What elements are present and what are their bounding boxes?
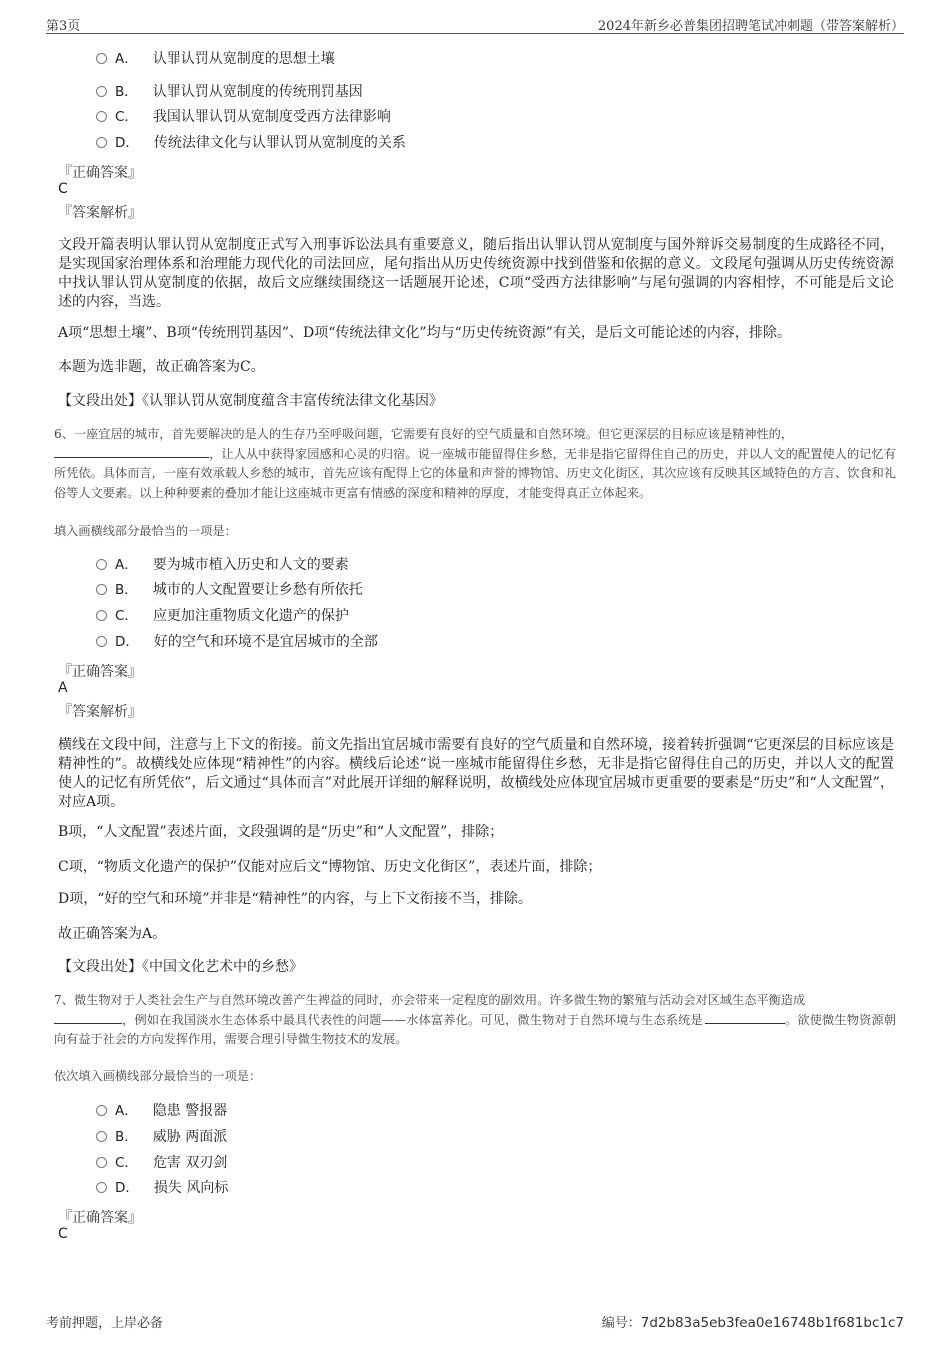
q6-analysis-paragraph: D项，“好的空气和环境”并非是“精神性”的内容，与上下文衔接不当，排除。 [58,891,532,907]
q5-analysis-paragraph: 本题为选非题，故正确答案为C。 [58,359,265,375]
q7-question-text: 7、微生物对于人类社会生产与自然环境改善产生裨益的同时，亦会带来一定程度的副效用。许多微生物的繁殖与活动会对区域生态平衡造成 ，例如在我国淡水生态体系中最具代表性的问题——水体富养化。可见，微生物对于自然环境与生态系统是 。欲使微生物资源朝向有益于社会的方向发挥作用，需要合理引导微生物技术的发展。 [54,993,897,1046]
q5-option-d[interactable]: D． 传统法律文化与认罪认罚从宽制度的关系 [96,133,406,153]
q5-option-c[interactable]: C． 我国认罪认罚从宽制度受西方法律影响 [96,107,391,127]
radio-icon[interactable] [96,86,107,97]
document-title: 2024年新乡必普集团招聘笔试冲刺题（带答案解析） [597,19,904,34]
q6-answer-label: 『正确答案』 [58,664,142,680]
q5-analysis-paragraph: 文段开篇表明认罪认罚从宽制度正式写入刑事诉讼法具有重要意义，随后指出认罪认罚从宽制度与国外辩诉交易制度的生成路径不同，是实现国家治理体系和治理能力现代化的司法回应，尾句指出从历史传统资源中找到借鉴和依据的意义。文段尾句强调从历史传统资源中找认罪认罚从宽制度的依据，故后文应继续围绕这一话题展开论述，C项“受西方法律影响”与尾句强调的内容相悖，不可能是后文论述的内容，当选。 [58,237,894,310]
q7-blank-2 [705,1011,785,1024]
q5-option-a[interactable]: A． 认罪认罚从宽制度的思想土壤 [96,49,335,69]
page-number: 第3页 [46,19,81,34]
q6-option-d[interactable]: D． 好的空气和环境不是宜居城市的全部 [96,632,378,652]
q5-option-b[interactable]: B． 认罪认罚从宽制度的传统刑罚基因 [96,82,363,102]
q6-option-c[interactable]: C． 应更加注重物质文化遗产的保护 [96,606,349,626]
q5-answer: C [58,181,68,197]
q6-prompt: 填入画横线部分最恰当的一项是： [54,524,237,538]
q6-blank [54,445,209,458]
q6-analysis-paragraph: 横线在文段中间，注意与上下文的衔接。前文先指出宜居城市需要有良好的空气质量和自然环境，接着转折强调“它更深层的目标应该是精神性的”。故横线处应体现“精神性”的内容。横线后论述“说一座城市能留得住乡愁，无非是指它留得住自己的历史，并以人文的配置使人的记忆有所凭依”，后文通过“具体而言”对此展开详细的解释说明，故横线处应体现宜居城市更重要的要素是“历史”和“人文配置”，对应A项。 [58,737,894,810]
q7-option-c[interactable]: C． 危害 双刃剑 [96,1153,227,1173]
q6-source: 【文段出处】《中国文化艺术中的乡愁》 [58,959,303,975]
footer-slogan: 考前押题，上岸必备 [46,1316,164,1331]
radio-icon[interactable] [96,584,107,595]
q7-answer-label: 『正确答案』 [58,1210,142,1226]
q6-option-a[interactable]: A． 要为城市植入历史和人文的要素 [96,555,349,575]
q6-analysis-paragraph: 故正确答案为A。 [58,926,167,942]
radio-icon[interactable] [96,610,107,621]
page-footer [46,1312,904,1332]
radio-icon[interactable] [96,1182,107,1193]
radio-icon[interactable] [96,559,107,570]
q7-prompt: 依次填入画横线部分最恰当的一项是： [54,1069,262,1083]
q7-blank-1 [54,1011,122,1024]
q7-option-d[interactable]: D． 损失 风向标 [96,1178,228,1198]
radio-icon[interactable] [96,137,107,148]
radio-icon[interactable] [96,111,107,122]
q6-analysis-label: 『答案解析』 [58,704,142,720]
radio-icon[interactable] [96,1157,107,1168]
radio-icon[interactable] [96,1131,107,1142]
q6-answer: A [58,680,68,696]
q7-option-a[interactable]: A． 隐患 警报器 [96,1101,227,1121]
q7-answer: C [58,1226,68,1242]
q5-answer-label: 『正确答案』 [58,165,142,181]
q5-source: 【文段出处】《认罪认罚从宽制度蕴含丰富传统法律文化基因》 [58,393,443,409]
page-header [46,13,904,34]
q6-option-b[interactable]: B． 城市的人文配置要让乡愁有所依托 [96,580,363,600]
q6-question-text: 6、一座宜居的城市，首先要解决的是人的生存乃至呼吸问题，它需要有良好的空气质量和自然环境。但它更深层的目标应该是精神性的， ，让人从中获得家园感和心灵的归宿。说一座城市能留得住乡愁，无非是指它留得住自己的历史，并以人文的配置使人的记忆有所凭依。具体而言，一座有效承载人乡愁的城市，首先应该有配得上它的体量和声誉的博物馆、历史文化街区，其次应该有反映其区域特色的方言、饮食和礼俗等人文要素。以上种种要素的叠加才能让这座城市更富有情感的深度和精神的厚度，才能变得真正立体起来。 [54,427,896,500]
q5-analysis-label: 『答案解析』 [58,205,142,221]
radio-icon[interactable] [96,636,107,647]
radio-icon[interactable] [96,1105,107,1116]
q6-analysis-paragraph: C项，“物质文化遗产的保护”仅能对应后文“博物馆、历史文化街区”，表述片面，排除； [58,859,602,875]
document-code: 编号：7d2b83a5eb3fea0e16748b1f681bc1c7 [601,1315,904,1331]
q5-analysis-paragraph: A项“思想土壤”、B项“传统刑罚基因”、D项“传统法律文化”均与“历史传统资源”有关，是后文可能论述的内容，排除。 [58,325,791,341]
q7-option-b[interactable]: B． 威胁 两面派 [96,1127,227,1147]
q6-analysis-paragraph: B项，“人文配置”表述片面，文段强调的是“历史”和“人文配置”，排除； [58,824,504,840]
radio-icon[interactable] [96,53,107,64]
